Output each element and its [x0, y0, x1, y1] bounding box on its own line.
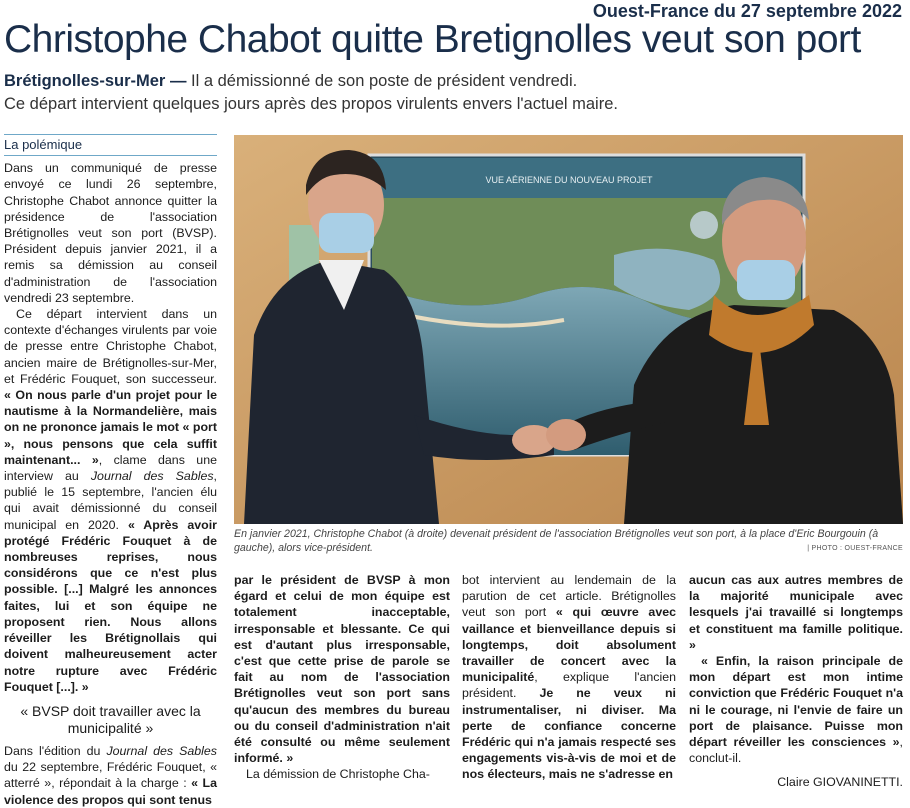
- publication-name: Journal des Sables: [106, 743, 217, 758]
- article-lede: [4, 70, 904, 116]
- publication-name: Journal des Sables: [90, 469, 214, 484]
- photo-caption: En janvier 2021, Christophe Chabot (à droite) devenait président de l'association Brétignolles veut son port, à la place d'Eric Bourgouin (à gauche), alors vice-président.: [234, 528, 879, 554]
- paragraph: Dans un communiqué de presse envoyé ce lundi 26 septembre, Christophe Chabot annonce quitter la présidence de l'association Brétignolles veut son port (BVSP). Président depuis janvier 2021, il a remis sa démission au conseil d'administration de l'association vendredi 23 septembre.: [4, 161, 217, 305]
- text-run: Dans l'édition du: [4, 743, 107, 758]
- dateline: Brétignolles-sur-Mer —: [4, 72, 187, 90]
- column-2: [234, 572, 450, 783]
- lede-line-2: Ce départ intervient quelques jours après des propos virulents envers l'actuel maire.: [4, 95, 618, 113]
- paragraph: La démission de Christophe Cha-: [246, 767, 430, 782]
- text-run: , clame dans une interview au: [4, 452, 217, 484]
- paragraph: [689, 653, 903, 766]
- text-run: , conclut-il.: [689, 735, 903, 766]
- quote: « Enfin, la raison principale de mon départ est mon intime conviction que Frédéric Fouquet n'a ni le courage, ni l'envie de faire un port de plaisance. Puisse mon départ réveiller les consciences »: [689, 654, 903, 750]
- text-run: du 22 septembre, Frédéric Fouquet, « atterré », répondait à la charge :: [4, 760, 217, 791]
- quote: Je ne veux ni instrumentaliser, ni diviser. Ma perte de confiance concerne Frédéric qui n'a jamais respecté ses engagements vis-à-vis de moi et de nos électeurs, mais ne s'adresse en: [462, 686, 676, 782]
- column-1: [4, 134, 217, 808]
- quote: aucun cas aux autres membres de la majorité municipale avec lesquels j'ai travaillé si longtemps et constituent ma famille politique. »: [689, 573, 903, 652]
- subheading: « BVSP doit travailler avec la municipalité »: [20, 702, 201, 736]
- quote: « On nous parle d'un projet pour le nautisme à la Normandelière, mais on ne prononce jamais le mot « port », nous pensons que cela suffit maintenant... »: [4, 388, 217, 467]
- photo-illustration: [234, 135, 903, 524]
- quote: « Après avoir protégé Frédéric Fouquet à de nombreuses reprises, nous considérons que ce n'est plus possible. [...] Malgré les annonces faites, lui et son équipe ne proposent rien. Nous allons réveiller les Brétignollais qui doivent malheureusement acter notre rupture avec Frédéric Fouquet [...]. »: [4, 517, 217, 694]
- column-3: [462, 572, 676, 783]
- photo-credit: | PHOTO : OUEST-FRANCE: [807, 545, 903, 552]
- paragraph: [462, 572, 676, 783]
- text-run: , explique l'ancien président.: [462, 670, 676, 701]
- column-4: [689, 572, 903, 791]
- lede-line-1: Il a démissionné de son poste de président vendredi.: [186, 72, 578, 90]
- quote: par le président de BVSP à mon égard et celui de mon équipe est totalement inacceptable, irresponsable et blessante. Ce qui est d'autant plus irresponsable, c'est que cette prise de parole se fait au nom de l'association Brétignolles veut son port sans qu'aucun des membres du bureau ou du conseil d'administration n'ait été consulté ou même seulement informé. »: [234, 573, 450, 766]
- newspaper-source: Ouest-France du 27 septembre 2022: [592, 1, 902, 21]
- poster-title: VUE AÉRIENNE DU NOUVEAU PROJET: [485, 175, 653, 185]
- quote: « La violence des propos qui sont tenus: [4, 776, 218, 807]
- article-headline: Christophe Chabot quitte Bretignolles veut son port: [4, 18, 861, 61]
- text-run: , publié le 15 septembre, l'ancien élu qui avait démissionné du conseil municipal en 2020.: [4, 469, 217, 532]
- section-rubric: La polémique: [4, 134, 217, 156]
- quote: « qui œuvre avec vaillance et bienveillance depuis si longtemps, doit absolument travailler de concert avec la municipalité: [462, 605, 676, 685]
- text-run: Ce départ intervient dans un contexte d'échanges virulents par voie de presse entre Christophe Chabot, ancien maire de Brétignolles-sur-Mer, et Frédéric Fouquet, son successeur.: [4, 307, 217, 386]
- article-photo: [234, 135, 903, 524]
- author-signature: Claire GIOVANINETTI.: [777, 775, 903, 790]
- text-run: bot intervient au lendemain de la parution de cet article. Brétignolles veut son port: [462, 573, 676, 620]
- paragraph: [4, 743, 217, 808]
- paragraph: [4, 306, 217, 695]
